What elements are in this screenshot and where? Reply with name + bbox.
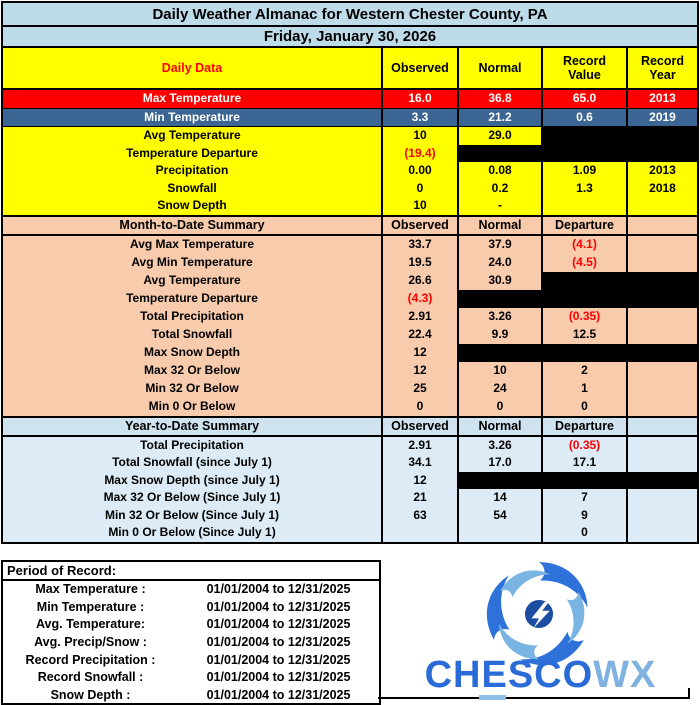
cell-label: Total Precipitation [140,308,244,323]
period-label: Avg. Precip/Snow : [34,635,147,650]
cell-departure-blank [541,272,626,290]
departure-header: Departure [541,418,626,435]
cell-label: Max Snow Depth [143,344,240,359]
cell-extra [626,362,697,380]
row-total-precipitation-ytd [3,437,697,455]
period-row [3,668,379,686]
cell-observed: 0 [381,398,457,416]
normal-header: Normal [457,48,541,88]
cell-departure: (0.35) [541,437,626,455]
cell-normal-blank [457,290,541,308]
bottom-border-stub [688,688,690,699]
bottom-border-line [378,697,690,699]
cell-normal-blank [457,472,541,490]
cell-observed: 0.00 [381,162,457,180]
daily-header-row [3,48,697,90]
cell-record-year: 2019 [626,109,697,127]
cell-departure-blank [541,472,626,490]
cell-label: Total Precipitation [140,437,244,452]
cell-normal: 14 [457,489,541,507]
cell-normal: 24.0 [457,254,541,272]
row-min-0-or-below-ytd [3,524,697,542]
cell-record-value [541,197,626,215]
cell-departure: (0.35) [541,308,626,326]
cell-extra [626,398,697,416]
cell-normal: 3.26 [457,437,541,455]
row-max-32-or-below-mtd [3,362,697,380]
row-total-snowfall-ytd [3,454,697,472]
cell-departure: 0 [541,398,626,416]
cell-observed: 25 [381,380,457,398]
normal-header: Normal [457,217,541,234]
cell-observed: 33.7 [381,236,457,254]
cell-label: Total Snowfall (since July 1) [112,455,272,470]
cell-normal: 37.9 [457,236,541,254]
cell-observed [381,524,457,542]
cell-observed: 34.1 [381,454,457,472]
cell-observed: 19.5 [381,254,457,272]
cell-observed: 3.3 [381,109,457,127]
cell-departure: 12.5 [541,326,626,344]
cell-normal: 54 [457,507,541,525]
cell-departure: 0 [541,524,626,542]
period-label: Avg. Temperature: [35,617,146,632]
cell-record-value: 1.3 [541,180,626,198]
cell-label: Total Snowfall [151,326,233,341]
ytd-summary-header: Year-to-Date Summary [124,419,260,433]
period-label: Record Snowfall : [37,670,144,685]
daily-data-header: Daily Data [161,61,223,75]
cell-normal: 17.0 [457,454,541,472]
cell-observed: 12 [381,344,457,362]
cell-record-year: 2013 [626,162,697,180]
cell-normal: 0 [457,398,541,416]
cell-extra-blank [626,272,697,290]
cell-observed: 0 [381,180,457,198]
cell-departure: 1 [541,380,626,398]
cell-extra [626,380,697,398]
cell-normal [457,524,541,542]
cell-departure: 17.1 [541,454,626,472]
period-row [3,598,379,616]
period-of-record-title: Period of Record: [3,562,379,581]
empty-header [626,418,697,435]
cell-record-value-blank [541,145,626,163]
cell-observed: (19.4) [381,145,457,163]
cell-label: Min Temperature [144,109,240,124]
row-snowfall [3,180,697,198]
cell-record-value: 65.0 [541,90,626,108]
cell-label: Min 0 Or Below [148,398,236,413]
cell-record-year-blank [626,145,697,163]
cell-extra [626,308,697,326]
cell-label: Max 32 Or Below [143,362,241,377]
cell-label: Avg Min Temperature [131,254,253,269]
cell-label: Max Snow Depth (since July 1) [104,472,280,487]
cell-departure-blank [541,344,626,362]
cell-label: Max 32 Or Below (Since July 1) [103,490,281,505]
cell-record-year-blank [626,127,697,145]
row-avg-temperature-mtd [3,272,697,290]
row-max-temperature [3,90,697,109]
row-avg-min-temperature [3,254,697,272]
cell-normal: 36.8 [457,90,541,108]
bottom-section [0,560,700,705]
row-min-temperature [3,109,697,128]
row-snow-depth [3,197,697,215]
period-value: 01/01/2004 to 12/31/2025 [206,670,351,685]
cell-extra [626,236,697,254]
cell-normal: 30.9 [457,272,541,290]
logo-text-wx: WX [593,653,657,696]
cell-observed: 63 [381,507,457,525]
cell-normal: 9.9 [457,326,541,344]
cell-observed: 21 [381,489,457,507]
cell-extra [626,507,697,525]
cell-observed: 10 [381,127,457,145]
cell-record-value-blank [541,127,626,145]
record-year-header-text: Record Year [640,54,685,82]
cell-normal-blank [457,344,541,362]
cell-extra-blank [626,472,697,490]
row-precipitation [3,162,697,180]
row-temperature-departure-mtd [3,290,697,308]
cell-departure: (4.1) [541,236,626,254]
cell-record-year: 2013 [626,90,697,108]
cell-normal: 0.2 [457,180,541,198]
row-max-32-or-below-ytd [3,489,697,507]
report-date: Friday, January 30, 2026 [3,27,697,48]
cell-extra [626,437,697,455]
cell-record-value: 1.09 [541,162,626,180]
cell-departure: (4.5) [541,254,626,272]
record-value-header [541,48,626,88]
row-min-32-or-below-ytd [3,507,697,525]
cell-observed: 2.91 [381,308,457,326]
row-total-precipitation-mtd [3,308,697,326]
cell-label: Max Temperature [142,91,242,106]
cell-label: Min 0 Or Below (Since July 1) [108,525,276,540]
chescowx-logo [381,560,700,705]
cell-label: Min 32 Or Below [145,380,239,395]
cell-label: Avg Max Temperature [129,236,255,251]
cell-normal: 21.2 [457,109,541,127]
cell-record-value: 0.6 [541,109,626,127]
row-min-0-or-below-mtd [3,398,697,416]
observed-header: Observed [381,48,457,88]
almanac-table [1,1,699,544]
period-value: 01/01/2004 to 12/31/2025 [206,652,351,667]
observed-header: Observed [381,418,457,435]
cell-extra [626,454,697,472]
cell-observed: 10 [381,197,457,215]
cell-label: Temperature Departure [126,145,258,160]
cell-extra [626,254,697,272]
cell-extra-blank [626,290,697,308]
row-min-32-or-below-mtd [3,380,697,398]
cell-normal: 29.0 [457,127,541,145]
period-label: Max Temperature : [35,582,146,597]
mtd-header-row [3,215,697,236]
cell-observed: 12 [381,472,457,490]
page-title: Daily Weather Almanac for Western Chester County, PA [3,3,697,27]
cell-label: Avg Temperature [143,272,241,287]
cell-normal-blank [457,145,541,163]
logo-text-chesco: CHESCO [424,653,594,696]
row-temperature-departure [3,145,697,163]
cell-extra [626,524,697,542]
cell-departure: 9 [541,507,626,525]
hurricane-swirl-icon [485,560,593,668]
period-label: Min Temperature : [36,599,145,614]
cell-label: Snowfall [167,180,217,195]
period-of-record-box [1,560,381,705]
cell-record-year [626,197,697,215]
period-label: Snow Depth : [50,687,131,702]
cell-label: Snow Depth [157,198,227,213]
cell-label: Avg Temperature [143,128,241,143]
cell-extra-blank [626,344,697,362]
cell-observed: 26.6 [381,272,457,290]
cell-normal: - [457,197,541,215]
row-max-snow-depth-mtd [3,344,697,362]
cell-record-year: 2018 [626,180,697,198]
period-row [3,686,379,704]
observed-header: Observed [381,217,457,234]
ytd-header-row [3,416,697,437]
cell-normal: 3.26 [457,308,541,326]
cell-observed: (4.3) [381,290,457,308]
mtd-summary-header: Month-to-Date Summary [119,218,265,232]
cell-normal: 0.08 [457,162,541,180]
normal-header: Normal [457,418,541,435]
cell-departure: 2 [541,362,626,380]
period-value: 01/01/2004 to 12/31/2025 [206,617,351,632]
logo-wordmark [381,654,700,697]
record-value-header-text: Record Value [562,54,607,82]
cell-label: Precipitation [155,163,229,178]
cell-normal: 10 [457,362,541,380]
period-row [3,616,379,634]
period-value: 01/01/2004 to 12/31/2025 [206,635,351,650]
cell-observed: 2.91 [381,437,457,455]
record-year-header [626,48,697,88]
bottom-blue-tick [479,695,506,700]
cell-extra [626,489,697,507]
cell-extra [626,326,697,344]
row-total-snowfall-mtd [3,326,697,344]
period-value: 01/01/2004 to 12/31/2025 [206,582,351,597]
period-label: Record Precipitation : [25,652,156,667]
cell-observed: 22.4 [381,326,457,344]
row-max-snow-depth-ytd [3,472,697,490]
period-value: 01/01/2004 to 12/31/2025 [206,687,351,702]
cell-label: Temperature Departure [126,290,258,305]
period-value: 01/01/2004 to 12/31/2025 [206,599,351,614]
empty-header [626,217,697,234]
cell-departure-blank [541,290,626,308]
period-row [3,633,379,651]
period-row [3,581,379,599]
cell-observed: 12 [381,362,457,380]
cell-label: Min 32 Or Below (Since July 1) [104,507,280,522]
row-avg-max-temperature [3,236,697,254]
cell-normal: 24 [457,380,541,398]
period-row [3,651,379,669]
cell-departure: 7 [541,489,626,507]
departure-header: Departure [541,217,626,234]
row-avg-temperature [3,127,697,145]
cell-observed: 16.0 [381,90,457,108]
